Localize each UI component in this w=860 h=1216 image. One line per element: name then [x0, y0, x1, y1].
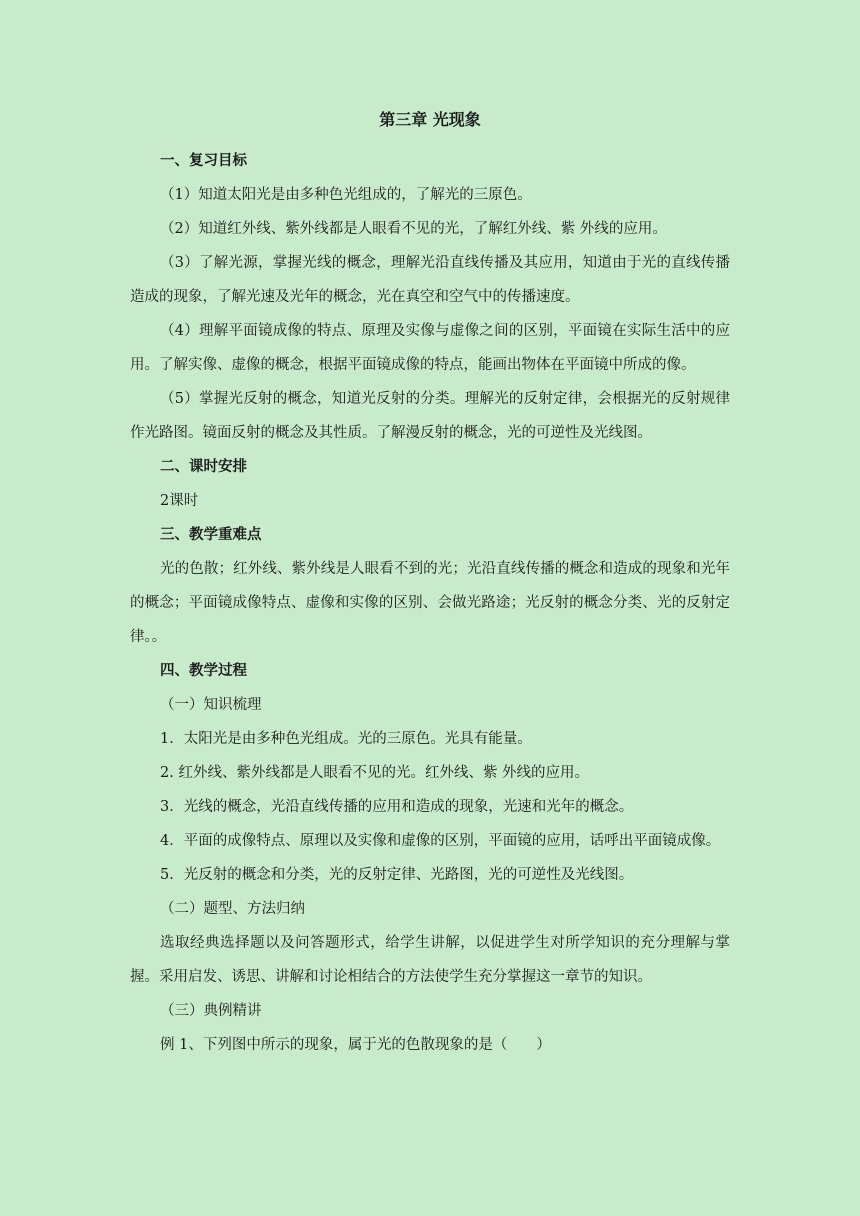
knowledge-item-2: 2. 红外线、紫外线都是人眼看不见的光。红外线、紫 外线的应用。: [160, 765, 590, 781]
subsection-question-types: （二）题型、方法归纳: [160, 901, 305, 917]
section-heading-key-points: 三、教学重难点: [160, 526, 262, 543]
knowledge-item-3: 3．光线的概念，光沿直线传播的应用和造成的现象，光速和光年的概念。: [160, 799, 634, 815]
goal-item-3: （3）了解光源，掌握光线的概念，理解光沿直线传播及其应用，知道由于光的直线传播造成的现象，了解光速及光年的概念，光在真空和空气中的传播速度。: [130, 255, 730, 305]
document-body: [130, 108, 730, 1062]
goal-item-5: （5）掌握光反射的概念，知道光反射的分类。理解光的反射定律，会根据光的反射规律作光路图。镜面反射的概念及其性质。了解漫反射的概念，光的可逆性及光线图。: [130, 391, 730, 441]
goal-item-4: （4）理解平面镜成像的特点、原理及实像与虚像之间的区别，平面镜在实际生活中的应用。了解实像、虚像的概念，根据平面镜成像的特点，能画出物体在平面镜中所成的像。: [130, 323, 730, 373]
goal-item-2: （2）知道红外线、紫外线都是人眼看不见的光，了解红外线、紫 外线的应用。: [160, 221, 667, 237]
section-heading-review-goals: 一、复习目标: [160, 152, 247, 169]
goal-item-1: （1）知道太阳光是由多种色光组成的，了解光的三原色。: [160, 187, 532, 203]
example-1: 例 1、下列图中所示的现象，属于光的色散现象的是（ ）: [160, 1037, 551, 1053]
schedule-text: 2课时: [160, 493, 199, 509]
section-heading-teaching-process: 四、教学过程: [160, 662, 247, 679]
section-heading-schedule: 二、课时安排: [160, 458, 247, 475]
knowledge-item-1: 1．太阳光是由多种色光组成。光的三原色。光具有能量。: [160, 731, 532, 747]
subsection-knowledge-review: （一）知识梳理: [160, 697, 262, 713]
subsection-examples: （三）典例精讲: [160, 1003, 262, 1019]
page-title: 第三章 光现象: [379, 110, 481, 129]
knowledge-item-4: 4．平面的成像特点、原理以及实像和虚像的区别，平面镜的应用，话呼出平面镜成像。: [160, 833, 721, 849]
key-points-text: 光的色散；红外线、紫外线是人眼看不到的光；光沿直线传播的概念和造成的现象和光年的概念；平面镜成像特点、虚像和实像的区别、会做光路途；光反射的概念分类、光的反射定律。。: [130, 561, 730, 645]
knowledge-item-5: 5．光反射的概念和分类，光的反射定律、光路图，光的可逆性及光线图。: [160, 867, 634, 883]
question-types-text: 选取经典选择题以及问答题形式，给学生讲解，以促进学生对所学知识的充分理解与掌握。采用启发、诱思、讲解和讨论相结合的方法使学生充分掌握这一章节的知识。: [130, 935, 730, 985]
